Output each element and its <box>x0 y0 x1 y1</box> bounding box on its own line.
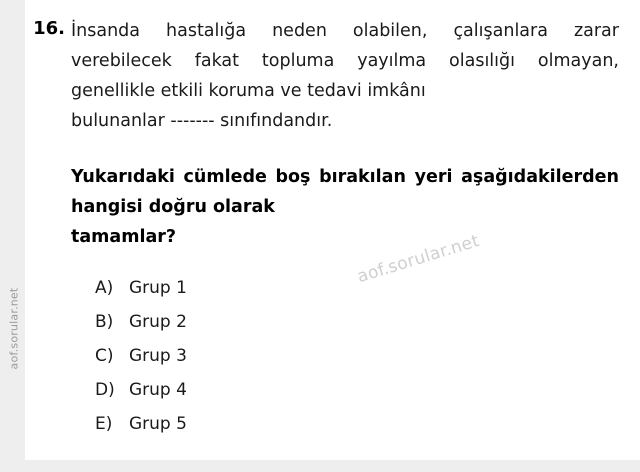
question-statement-line-3: olmayan, genellikle etkili koruma ve tedavi imkânı <box>71 51 619 101</box>
question-page <box>25 0 640 460</box>
option-e-label: Grup 5 <box>129 414 187 434</box>
option-a-letter: A) <box>95 278 114 298</box>
option-a-label: Grup 1 <box>129 278 187 298</box>
question-prompt-line-1: Yukarıdaki cümlede boş bırakılan yeri <box>71 167 453 187</box>
option-d-letter: D) <box>95 380 115 400</box>
question-prompt-line-3: tamamlar? <box>71 227 177 247</box>
option-d-label: Grup 4 <box>129 380 187 400</box>
option-e[interactable] <box>95 414 619 448</box>
option-d[interactable] <box>95 380 619 414</box>
rail-watermark: aof.sorular.net <box>7 287 21 370</box>
question-statement <box>71 16 619 136</box>
page-watermark: aof.sorular.net <box>355 231 482 288</box>
option-a[interactable] <box>95 278 619 312</box>
option-e-letter: E) <box>95 414 113 434</box>
question-statement-line-2: zarar verebilecek fakat topluma yayılma olasılığı <box>71 21 619 71</box>
option-b[interactable] <box>95 312 619 346</box>
question-number: 16. <box>33 18 65 39</box>
option-c[interactable] <box>95 346 619 380</box>
question-prompt-line-2: aşağıdakilerden hangisi doğru olarak <box>71 167 619 217</box>
question-statement-line-1: İnsanda hastalığa neden olabilen, çalışanlara <box>71 21 548 41</box>
question-statement-line-4: bulunanlar ------- sınıfındandır. <box>71 111 333 131</box>
question-block <box>25 16 625 448</box>
option-c-label: Grup 3 <box>129 346 187 366</box>
option-b-letter: B) <box>95 312 114 332</box>
bottom-margin-strip <box>0 460 640 472</box>
option-b-label: Grup 2 <box>129 312 187 332</box>
question-prompt <box>71 162 619 252</box>
question-body <box>71 16 619 448</box>
left-margin-rail <box>0 0 25 472</box>
option-c-letter: C) <box>95 346 114 366</box>
answer-options <box>95 278 619 448</box>
